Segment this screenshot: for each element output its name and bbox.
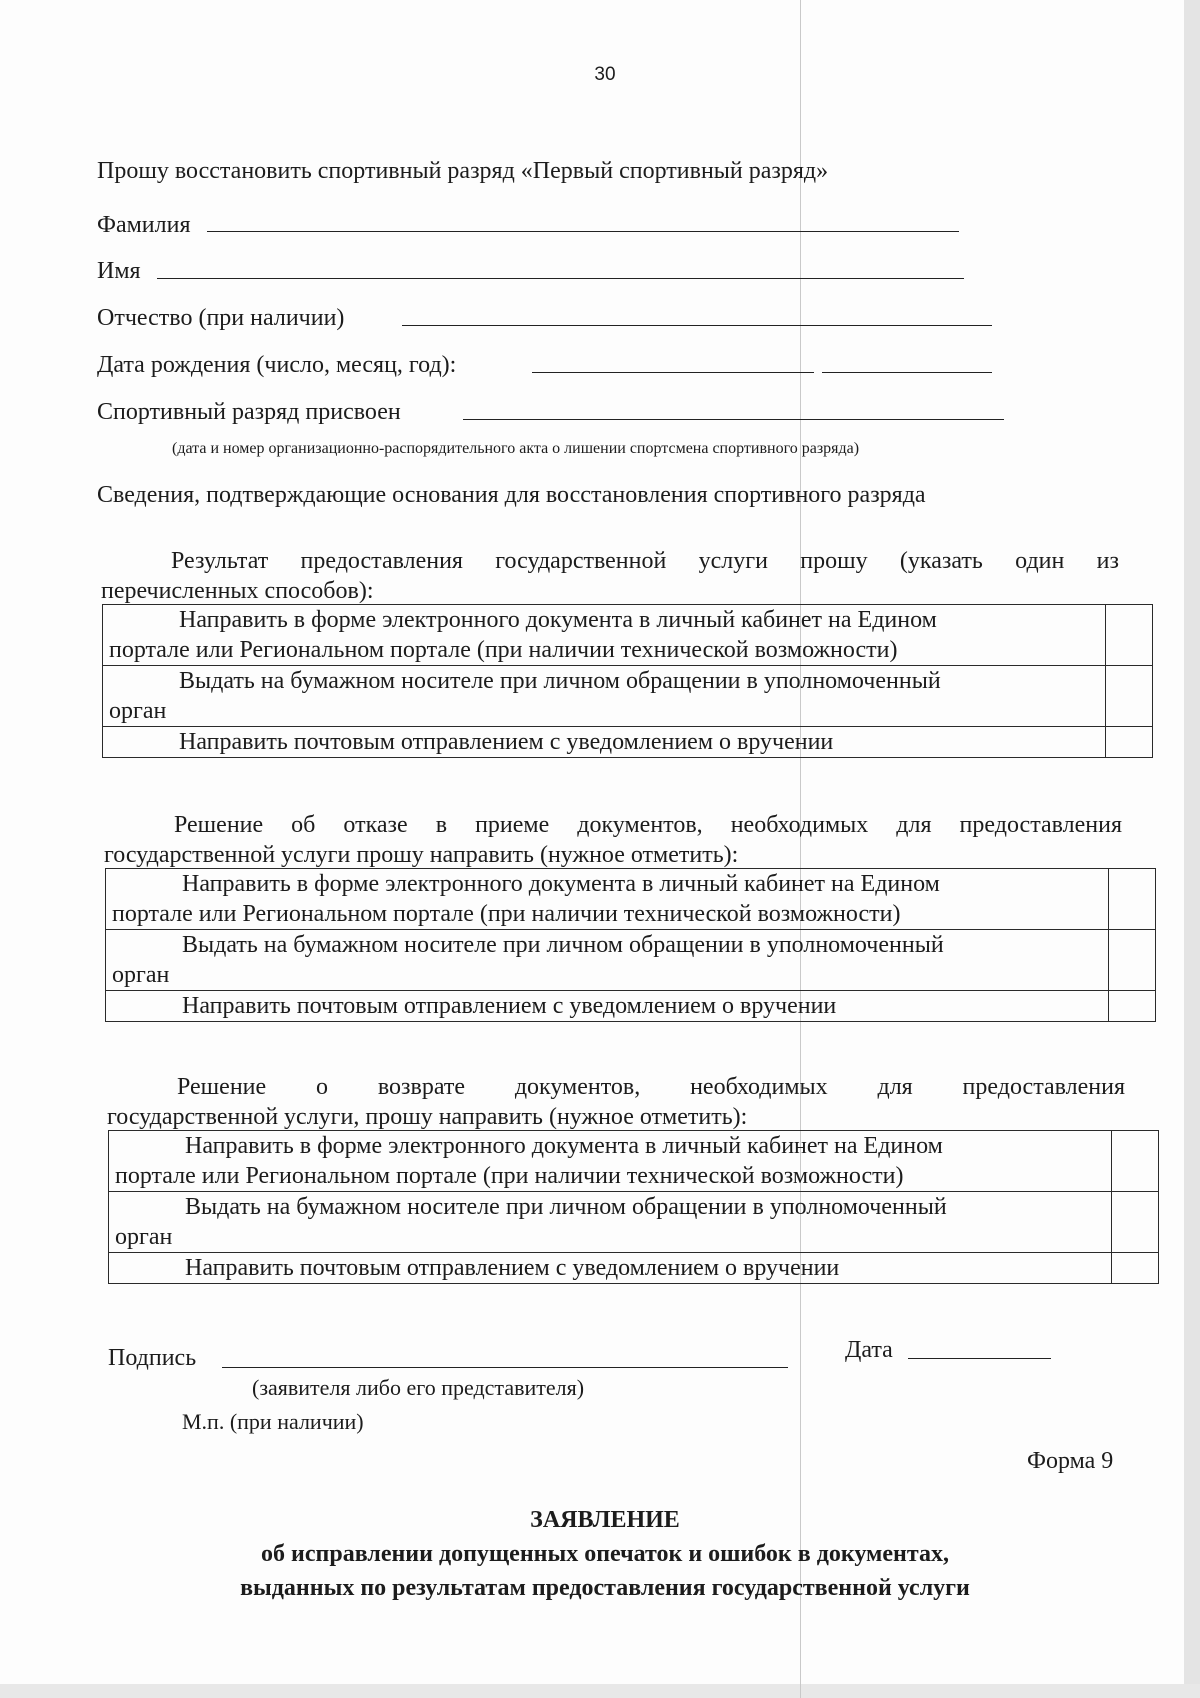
return-option-mail: Направить почтовым отправлением с уведомлением о вручении xyxy=(109,1253,1112,1284)
result-option-electronic: Направить в форме электронного документа в личный кабинет на Едином портале или Региональном портале (при наличии технической возможности) xyxy=(103,605,1106,666)
signature-label: Подпись xyxy=(108,1345,197,1371)
document-heading: ЗАЯВЛЕНИЕ xyxy=(530,1507,680,1533)
refusal-option-paper: Выдать на бумажном носителе при личном обращении в уполномоченный орган xyxy=(106,930,1109,991)
signature-caption: (заявителя либо его представителя) xyxy=(252,1375,585,1400)
table-row xyxy=(106,869,1156,930)
birthdate-field-part1[interactable] xyxy=(532,371,814,373)
birthdate-field-part2[interactable] xyxy=(822,371,992,373)
refusal-option-mail: Направить почтовым отправлением с уведомлением о вручении xyxy=(106,991,1109,1022)
return-option-electronic: Направить в форме электронного документа в личный кабинет на Едином портале или Региональном портале (при наличии технической возможности) xyxy=(109,1131,1112,1192)
scan-edge-bottom xyxy=(0,1684,1200,1698)
result-option-mail-checkbox[interactable] xyxy=(1106,727,1153,758)
refusal-intro xyxy=(104,810,1122,870)
form-number-label: Форма 9 xyxy=(1027,1448,1114,1474)
return-option-electronic-checkbox[interactable] xyxy=(1112,1131,1159,1192)
birthdate-label: Дата рождения (число, месяц, год): xyxy=(97,352,457,378)
table-row xyxy=(103,605,1153,666)
return-intro-line2: государственной услуги, прошу направить (нужное отметить): xyxy=(107,1104,748,1130)
rank-assigned-field[interactable] xyxy=(463,418,1004,420)
refusal-option-paper-checkbox[interactable] xyxy=(1109,930,1156,991)
result-option-mail: Направить почтовым отправлением с уведомлением о вручении xyxy=(103,727,1106,758)
table-row xyxy=(109,1253,1159,1284)
table-row xyxy=(106,930,1156,991)
document-subtitle-line1: об исправлении допущенных опечаток и ошибок в документах, xyxy=(261,1541,949,1567)
table-row xyxy=(106,991,1156,1022)
surname-label: Фамилия xyxy=(97,212,191,238)
refusal-intro-line2: государственной услуги прошу направить (нужное отметить): xyxy=(104,842,739,868)
refusal-option-mail-checkbox[interactable] xyxy=(1109,991,1156,1022)
return-intro-line1: Решение о возврате документов, необходимых для предоставления xyxy=(177,1074,1125,1100)
result-intro-line1: Результат предоставления государственной услуги прошу (указать один из xyxy=(171,548,1119,574)
signature-field[interactable] xyxy=(222,1366,788,1368)
return-option-paper-checkbox[interactable] xyxy=(1112,1192,1159,1253)
result-options-table xyxy=(102,604,1153,758)
return-option-paper: Выдать на бумажном носителе при личном обращении в уполномоченный орган xyxy=(109,1192,1112,1253)
refusal-options-table xyxy=(105,868,1156,1022)
patronymic-label: Отчество (при наличии) xyxy=(97,305,345,331)
page-number: 30 xyxy=(594,64,616,85)
return-options-table xyxy=(108,1130,1159,1284)
stamp-label: М.п. (при наличии) xyxy=(182,1409,364,1434)
result-intro-line2: перечисленных способов): xyxy=(101,578,374,604)
scan-edge-right xyxy=(1184,0,1200,1698)
rank-assigned-label: Спортивный разряд присвоен xyxy=(97,399,401,425)
table-row xyxy=(103,727,1153,758)
refusal-option-electronic-checkbox[interactable] xyxy=(1109,869,1156,930)
result-intro xyxy=(101,546,1119,606)
result-option-paper-checkbox[interactable] xyxy=(1106,666,1153,727)
name-label: Имя xyxy=(97,258,141,284)
date-label: Дата xyxy=(845,1337,893,1363)
refusal-intro-line1: Решение об отказе в приеме документов, необходимых для предоставления xyxy=(174,812,1122,838)
grounds-line: Сведения, подтверждающие основания для восстановления спортивного разряда xyxy=(97,482,926,508)
patronymic-field[interactable] xyxy=(402,324,992,326)
refusal-option-electronic: Направить в форме электронного документа в личный кабинет на Едином портале или Региональном портале (при наличии технической возможности) xyxy=(106,869,1109,930)
result-option-electronic-checkbox[interactable] xyxy=(1106,605,1153,666)
table-row xyxy=(103,666,1153,727)
table-row xyxy=(109,1192,1159,1253)
document-subtitle-line2: выданных по результатам предоставления государственной услуги xyxy=(240,1575,970,1601)
date-field[interactable] xyxy=(908,1357,1051,1359)
rank-assigned-note: (дата и номер организационно-распорядительного акта о лишении спортсмена спортивного разряда) xyxy=(172,440,860,457)
return-option-mail-checkbox[interactable] xyxy=(1112,1253,1159,1284)
return-intro xyxy=(107,1072,1125,1132)
request-line: Прошу восстановить спортивный разряд «Первый спортивный разряд» xyxy=(97,158,829,184)
name-field[interactable] xyxy=(157,277,964,279)
surname-field[interactable] xyxy=(207,230,959,232)
result-option-paper: Выдать на бумажном носителе при личном обращении в уполномоченный орган xyxy=(103,666,1106,727)
table-row xyxy=(109,1131,1159,1192)
